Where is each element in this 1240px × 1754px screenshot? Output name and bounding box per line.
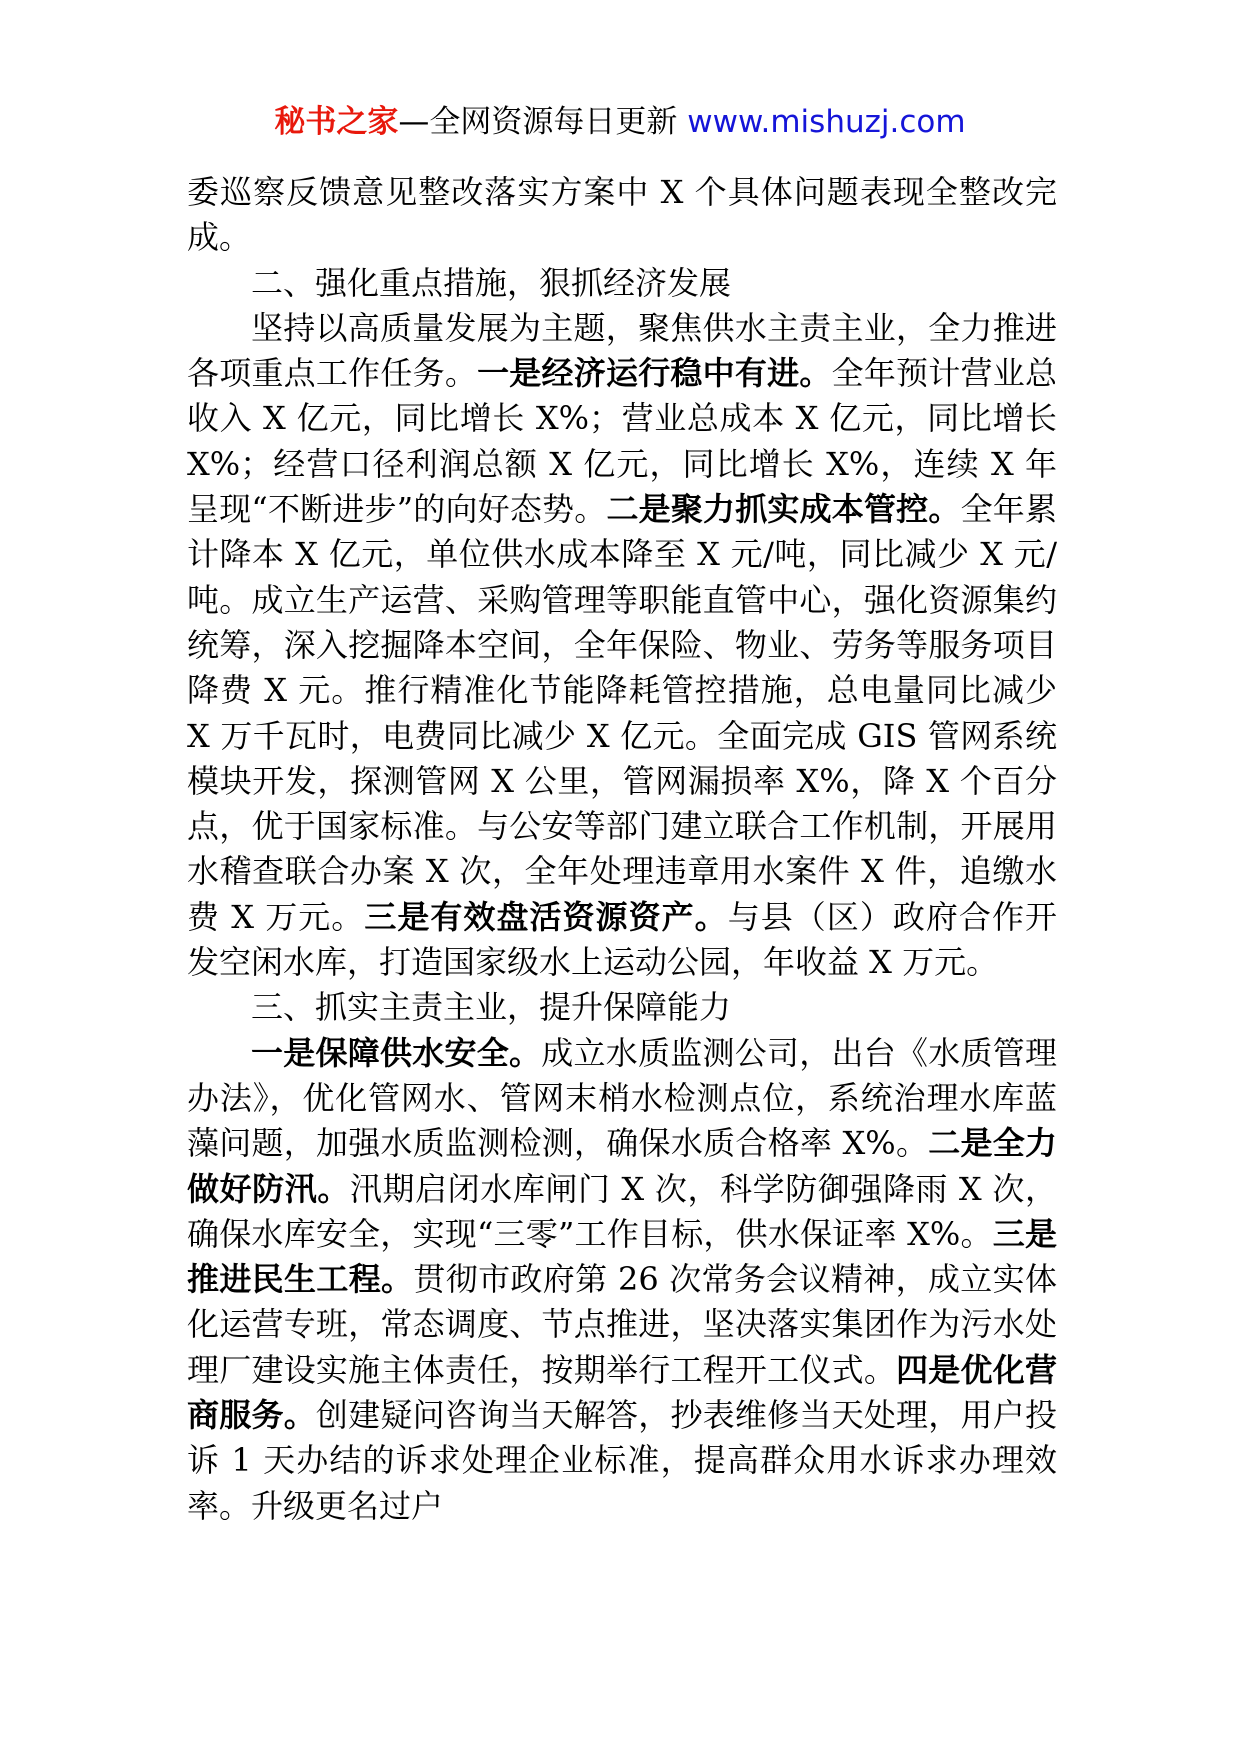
header-url[interactable]: www.mishuzj.com bbox=[687, 104, 966, 140]
paragraph-text: 全年预计营业总收入 X 亿元，同比增长 X%；营业总成本 X 亿元，同比增长 X%；经营口径利润总额 X 亿元，同比增长 X%，连续 X 年呈现“不断进步”的向好态势。 bbox=[187, 354, 1057, 529]
paragraph bbox=[187, 170, 1057, 261]
paragraph bbox=[187, 261, 1057, 306]
document-body bbox=[187, 170, 1057, 1529]
bold-heading-text: 三是推进民生工程。 bbox=[187, 1214, 1057, 1299]
paragraph-text: 贯彻市政府第 26 次常务会议精神，成立实体化运营专班，常态调度、节点推进，坚决落实集团作为污水处理厂建设实施主体责任，按期举行工程开工仪式。 bbox=[187, 1260, 1057, 1389]
paragraph-text: 二、强化重点措施，狠抓经济发展 bbox=[251, 263, 732, 302]
bold-heading-text: 一是经济运行稳中有进。 bbox=[477, 354, 832, 393]
paragraph bbox=[187, 1031, 1057, 1529]
paragraph-text: 委巡察反馈意见整改落实方案中 X 个具体问题表现全整改完成。 bbox=[187, 173, 1057, 257]
paragraph bbox=[187, 306, 1057, 985]
header-tagline: —全网资源每日更新 bbox=[398, 104, 688, 140]
page-header bbox=[0, 100, 1240, 144]
header-brand: 秘书之家 bbox=[274, 104, 399, 140]
paragraph-text: 与县（区）政府合作开发空闲水库，打造国家级水上运动公园，年收益 X 万元。 bbox=[187, 897, 1057, 982]
bold-heading-text: 二是全力做好防汛。 bbox=[187, 1124, 1057, 1208]
paragraph-text: 坚持以高质量发展为主题，聚焦供水主责主业，全力推进各项重点工作任务。 bbox=[187, 308, 1057, 393]
bold-heading-text: 四是优化营商服务。 bbox=[187, 1350, 1057, 1435]
paragraph-text: 创建疑问咨询当天解答，抄表维修当天处理，用户投诉 1 天办结的诉求处理企业标准，提高群众用水诉求办理效率。升级更名过户 bbox=[187, 1396, 1057, 1525]
paragraph-text: 全年累计降本 X 亿元，单位供水成本降至 X 元/吨，同比减少 X 元/吨。成立生产运营、采购管理等职能直管中心，强化资源集约统筹，深入挖掘降本空间，全年保险、物业、劳务等服务项目降费 X 元。推行精准化节能降耗管控措施，总电量同比减少 X 万千瓦时，电费同比减少 X 亿元。全面完成 GIS 管网系统模块开发，探测管网 X 公里，管网漏损率 X%，降 X 个百分点，优于国家标准。与公安等部门建立联合工作机制，开展用水稽查联合办案 X 次，全年处理违章用水案件 X 件，追缴水费 X 万元。 bbox=[187, 490, 1057, 936]
bold-heading-text: 一是保障供水安全。 bbox=[251, 1033, 542, 1072]
paragraph bbox=[187, 985, 1057, 1030]
paragraph-text: 成立水质监测公司，出台《水质管理办法》，优化管网水、管网末梢水检测点位，系统治理水库蓝藻问题，加强水质监测检测，确保水质合格率 X%。 bbox=[187, 1033, 1057, 1163]
paragraph-text: 汛期启闭水库闸门 X 次，科学防御强降雨 X 次，确保水库安全，实现“三零”工作目标，供水保证率 X%。 bbox=[187, 1169, 1057, 1253]
paragraph-text: 三、抓实主责主业，提升保障能力 bbox=[251, 988, 732, 1027]
bold-heading-text: 三是有效盘活资源资产。 bbox=[364, 897, 728, 936]
bold-heading-text: 二是聚力抓实成本管控。 bbox=[606, 490, 961, 529]
